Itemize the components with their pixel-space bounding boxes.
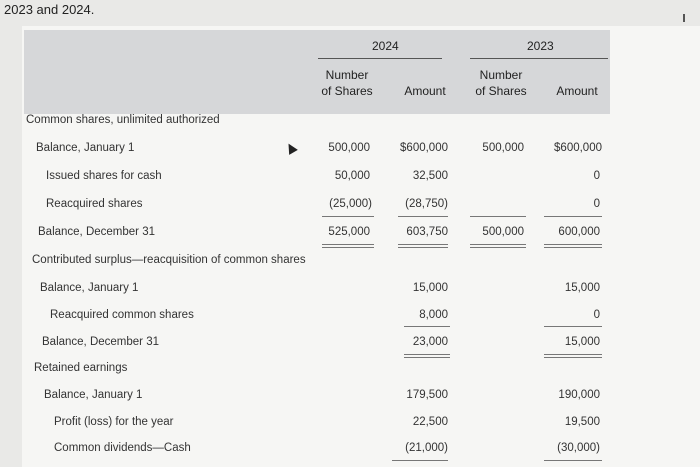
- cell-value: $600,000: [554, 142, 602, 154]
- cell-value: 603,750: [406, 226, 448, 238]
- row-label: Profit (loss) for the year: [54, 416, 174, 428]
- year-2023-rule: [470, 58, 608, 59]
- section-retained-earnings: Retained earnings: [34, 362, 128, 374]
- col-header-shares-2024: [318, 67, 376, 99]
- cell-value: 525,000: [328, 226, 370, 238]
- cell-value: (28,750): [405, 198, 448, 210]
- total-double-rule: [544, 244, 602, 248]
- row-label: Balance, January 1: [40, 282, 139, 294]
- cell-value: (25,000): [329, 198, 372, 210]
- cell-value: 500,000: [482, 142, 524, 154]
- total-double-rule: [398, 244, 448, 248]
- row-label: Balance, January 1: [44, 389, 143, 401]
- col-header-line1: Number: [479, 68, 523, 82]
- cell-value: 500,000: [482, 226, 524, 238]
- total-double-rule: [544, 354, 602, 358]
- col-header-amount-2024: Amount: [404, 84, 446, 98]
- cell-value: 32,500: [412, 170, 448, 182]
- subtotal-rule: [392, 460, 448, 461]
- total-double-rule: [470, 244, 526, 248]
- cell-value: 8,000: [419, 309, 448, 321]
- cell-value: 15,000: [564, 282, 600, 294]
- col-header-shares-2023: [472, 67, 530, 99]
- cell-value: 0: [593, 309, 600, 321]
- cell-value: 179,500: [406, 389, 448, 401]
- year-2024-header: 2024: [372, 39, 399, 53]
- cell-value: 19,500: [564, 416, 600, 428]
- subtotal-rule: [544, 216, 602, 217]
- cell-value: (30,000): [557, 442, 600, 454]
- col-header-line2: of Shares: [321, 84, 373, 98]
- year-2023-header: 2023: [527, 39, 554, 53]
- cell-value: 23,000: [412, 336, 448, 348]
- col-header-line2: of Shares: [475, 84, 527, 98]
- section-common-shares: Common shares, unlimited authorized: [26, 114, 220, 126]
- row-label: Balance, December 31: [42, 336, 159, 348]
- total-double-rule: [322, 244, 374, 248]
- cell-value: 22,500: [412, 416, 448, 428]
- row-label: Balance, December 31: [38, 226, 155, 238]
- col-header-line1: Number: [325, 68, 369, 82]
- row-label: Reacquired shares: [46, 198, 143, 210]
- subtotal-rule: [544, 460, 602, 461]
- cell-value: 50,000: [334, 170, 370, 182]
- cell-value: $600,000: [400, 142, 448, 154]
- cell-value: 0: [593, 198, 600, 210]
- cell-value: 15,000: [412, 282, 448, 294]
- row-label: Reacquired common shares: [50, 309, 194, 321]
- row-label: Issued shares for cash: [46, 170, 162, 182]
- page-caption: 2023 and 2024.: [4, 2, 95, 17]
- cell-value: 500,000: [328, 142, 370, 154]
- subtotal-rule: [404, 326, 450, 327]
- subtotal-rule: [544, 326, 602, 327]
- row-label: Balance, January 1: [36, 142, 135, 154]
- cell-value: 15,000: [564, 336, 600, 348]
- row-label: Common dividends—Cash: [54, 442, 191, 454]
- subtotal-rule: [470, 216, 526, 217]
- subtotal-rule: [322, 216, 374, 217]
- cell-value: 600,000: [558, 226, 600, 238]
- section-contributed-surplus: Contributed surplus—reacquisition of common shares: [32, 254, 306, 266]
- subtotal-rule: [398, 216, 448, 217]
- pen-mark-icon: [683, 14, 685, 22]
- total-double-rule: [404, 354, 450, 358]
- cell-value: 190,000: [558, 389, 600, 401]
- year-2024-rule: [318, 58, 442, 59]
- cell-value: (21,000): [405, 442, 448, 454]
- col-header-amount-2023: Amount: [556, 84, 598, 98]
- cell-value: 0: [593, 170, 600, 182]
